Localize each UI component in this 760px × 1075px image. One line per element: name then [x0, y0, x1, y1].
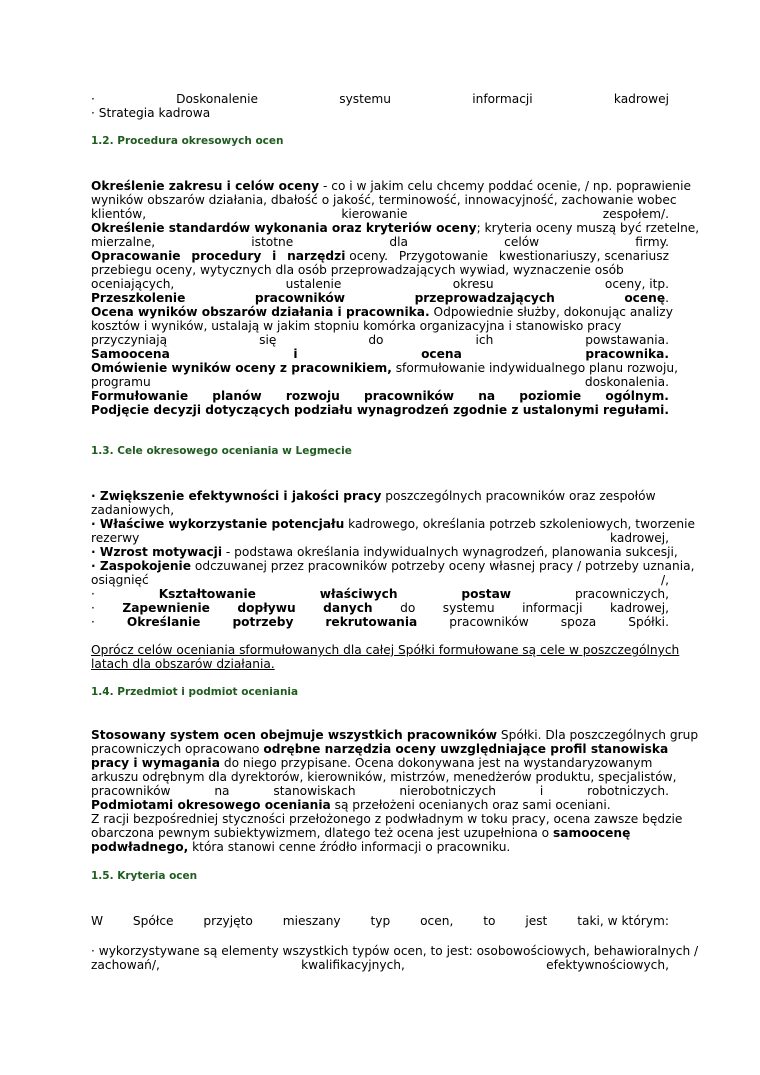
doc-line: Przeszkolenie pracowników przeprowadzających ocenę. — [91, 291, 669, 305]
doc-line: Podmiotami okresowego oceniania są przełożeni ocenianych oraz sami oceniani. — [91, 798, 611, 812]
section-heading-1-3: 1.3. Cele okresowego oceniania w Legmecie — [91, 445, 352, 457]
doc-line: zadaniowych, — [91, 503, 175, 517]
doc-line: · Zaspokojenie odczuwanej przez pracowników potrzeby oceny własnej pracy / potrzeby uznania, — [91, 559, 695, 573]
doc-line: Opracowanie procedury i narzędzi oceny. Przygotowanie kwestionariuszy, scenariusz — [91, 249, 669, 263]
doc-line: W Spółce przyjęto mieszany typ ocen, to jest taki, w którym: — [91, 914, 669, 928]
doc-line: pracowniczych opracowano odrębne narzędzia oceny uwzględniające profil stanowiska — [91, 742, 669, 756]
doc-line: latach dla obszarów działania. — [91, 657, 275, 671]
doc-line: arkuszu odrębnym dla dyrektorów, kierowników, mistrzów, menedżerów produktu, specjalistów, — [91, 770, 677, 784]
doc-line: · Doskonalenie systemu informacji kadrowej — [91, 92, 669, 106]
doc-line: Z racji bezpośredniej styczności przełożonego z podwładnym w toku pracy, ocena zawsze będzie — [91, 812, 683, 826]
doc-line: Określenie zakresu i celów oceny - co i w jakim celu chcemy poddać ocenie, / np. poprawienie — [91, 179, 691, 193]
doc-line: pracy i wymagania do niego przypisane. Ocena dokonywana jest na wystandaryzowanym — [91, 756, 653, 770]
doc-line: Omówienie wyników oceny z pracownikiem, sformułowanie indywidualnego planu rozwoju, — [91, 361, 678, 375]
doc-line: Ocena wyników obszarów działania i pracownika. Odpowiednie służby, dokonując analizy — [91, 305, 673, 319]
doc-line: pracowników na stanowiskach nierobotniczych i robotniczych. — [91, 784, 669, 798]
doc-line: · Zapewnienie dopływu danych do systemu informacji kadrowej, — [91, 601, 669, 615]
doc-line: przebiegu oceny, wytycznych dla osób przeprowadzających wywiad, wyznaczenie osób — [91, 263, 624, 277]
doc-line: rezerwy kadrowej, — [91, 531, 669, 545]
doc-line: Formułowanie planów rozwoju pracowników na poziomie ogólnym. — [91, 389, 669, 403]
doc-line: · Strategia kadrowa — [91, 106, 211, 120]
doc-line: Podjęcie decyzji dotyczących podziału wynagrodzeń zgodnie z ustalonymi regułami. — [91, 403, 669, 417]
section-heading-1-4: 1.4. Przedmiot i podmiot oceniania — [91, 686, 299, 698]
doc-line: Samoocena i ocena pracownika. — [91, 347, 669, 361]
doc-line: · Kształtowanie właściwych postaw pracowniczych, — [91, 587, 669, 601]
doc-line: zachowań/, kwalifikacyjnych, efektywnościowych, — [91, 958, 669, 972]
doc-line: · Wzrost motywacji - podstawa określania indywidualnych wynagrodzeń, planowania sukcesji, — [91, 545, 678, 559]
doc-line: kosztów i wyników, ustalają w jakim stopniu komórka organizacyjna i stanowisko pracy — [91, 319, 622, 333]
doc-line: · Zwiększenie efektywności i jakości pracy poszczególnych pracowników oraz zespołów — [91, 489, 656, 503]
doc-line: Oprócz celów oceniania sformułowanych dla całej Spółki formułowane są cele w poszczególnych — [91, 643, 680, 657]
doc-line: wyników obszarów działania, dbałość o jakość, terminowość, innowacyjność, zachowanie wobec — [91, 193, 677, 207]
doc-line: programu doskonalenia. — [91, 375, 669, 389]
doc-line: Stosowany system ocen obejmuje wszystkich pracowników Spółki. Dla poszczególnych grup — [91, 728, 699, 742]
doc-line: oceniających, ustalenie okresu oceny, itp. — [91, 277, 669, 291]
doc-line: Określenie standardów wykonania oraz kryteriów oceny; kryteria oceny muszą być rzetelne, — [91, 221, 700, 235]
doc-line: klientów, kierowanie zespołem/. — [91, 207, 669, 221]
doc-line: osiągnięć /, — [91, 573, 669, 587]
doc-line: obarczona pewnym subiektywizmem, dlatego też ocena jest uzupełniona o samoocenę — [91, 826, 631, 840]
doc-line: podwładnego, która stanowi cenne źródło informacji o pracowniku. — [91, 840, 511, 854]
doc-line: przyczyniają się do ich powstawania. — [91, 333, 669, 347]
doc-line: · Określanie potrzeby rekrutowania pracowników spoza Spółki. — [91, 615, 669, 629]
doc-line: · Właściwe wykorzystanie potencjału kadrowego, określania potrzeb szkoleniowych, tworzenie — [91, 517, 696, 531]
section-heading-1-2: 1.2. Procedura okresowych ocen — [91, 135, 284, 147]
doc-line: mierzalne, istotne dla celów firmy. — [91, 235, 669, 249]
doc-line: · wykorzystywane są elementy wszystkich typów ocen, to jest: osobowościowych, behawioralnych / — [91, 944, 699, 958]
section-heading-1-5: 1.5. Kryteria ocen — [91, 870, 198, 882]
